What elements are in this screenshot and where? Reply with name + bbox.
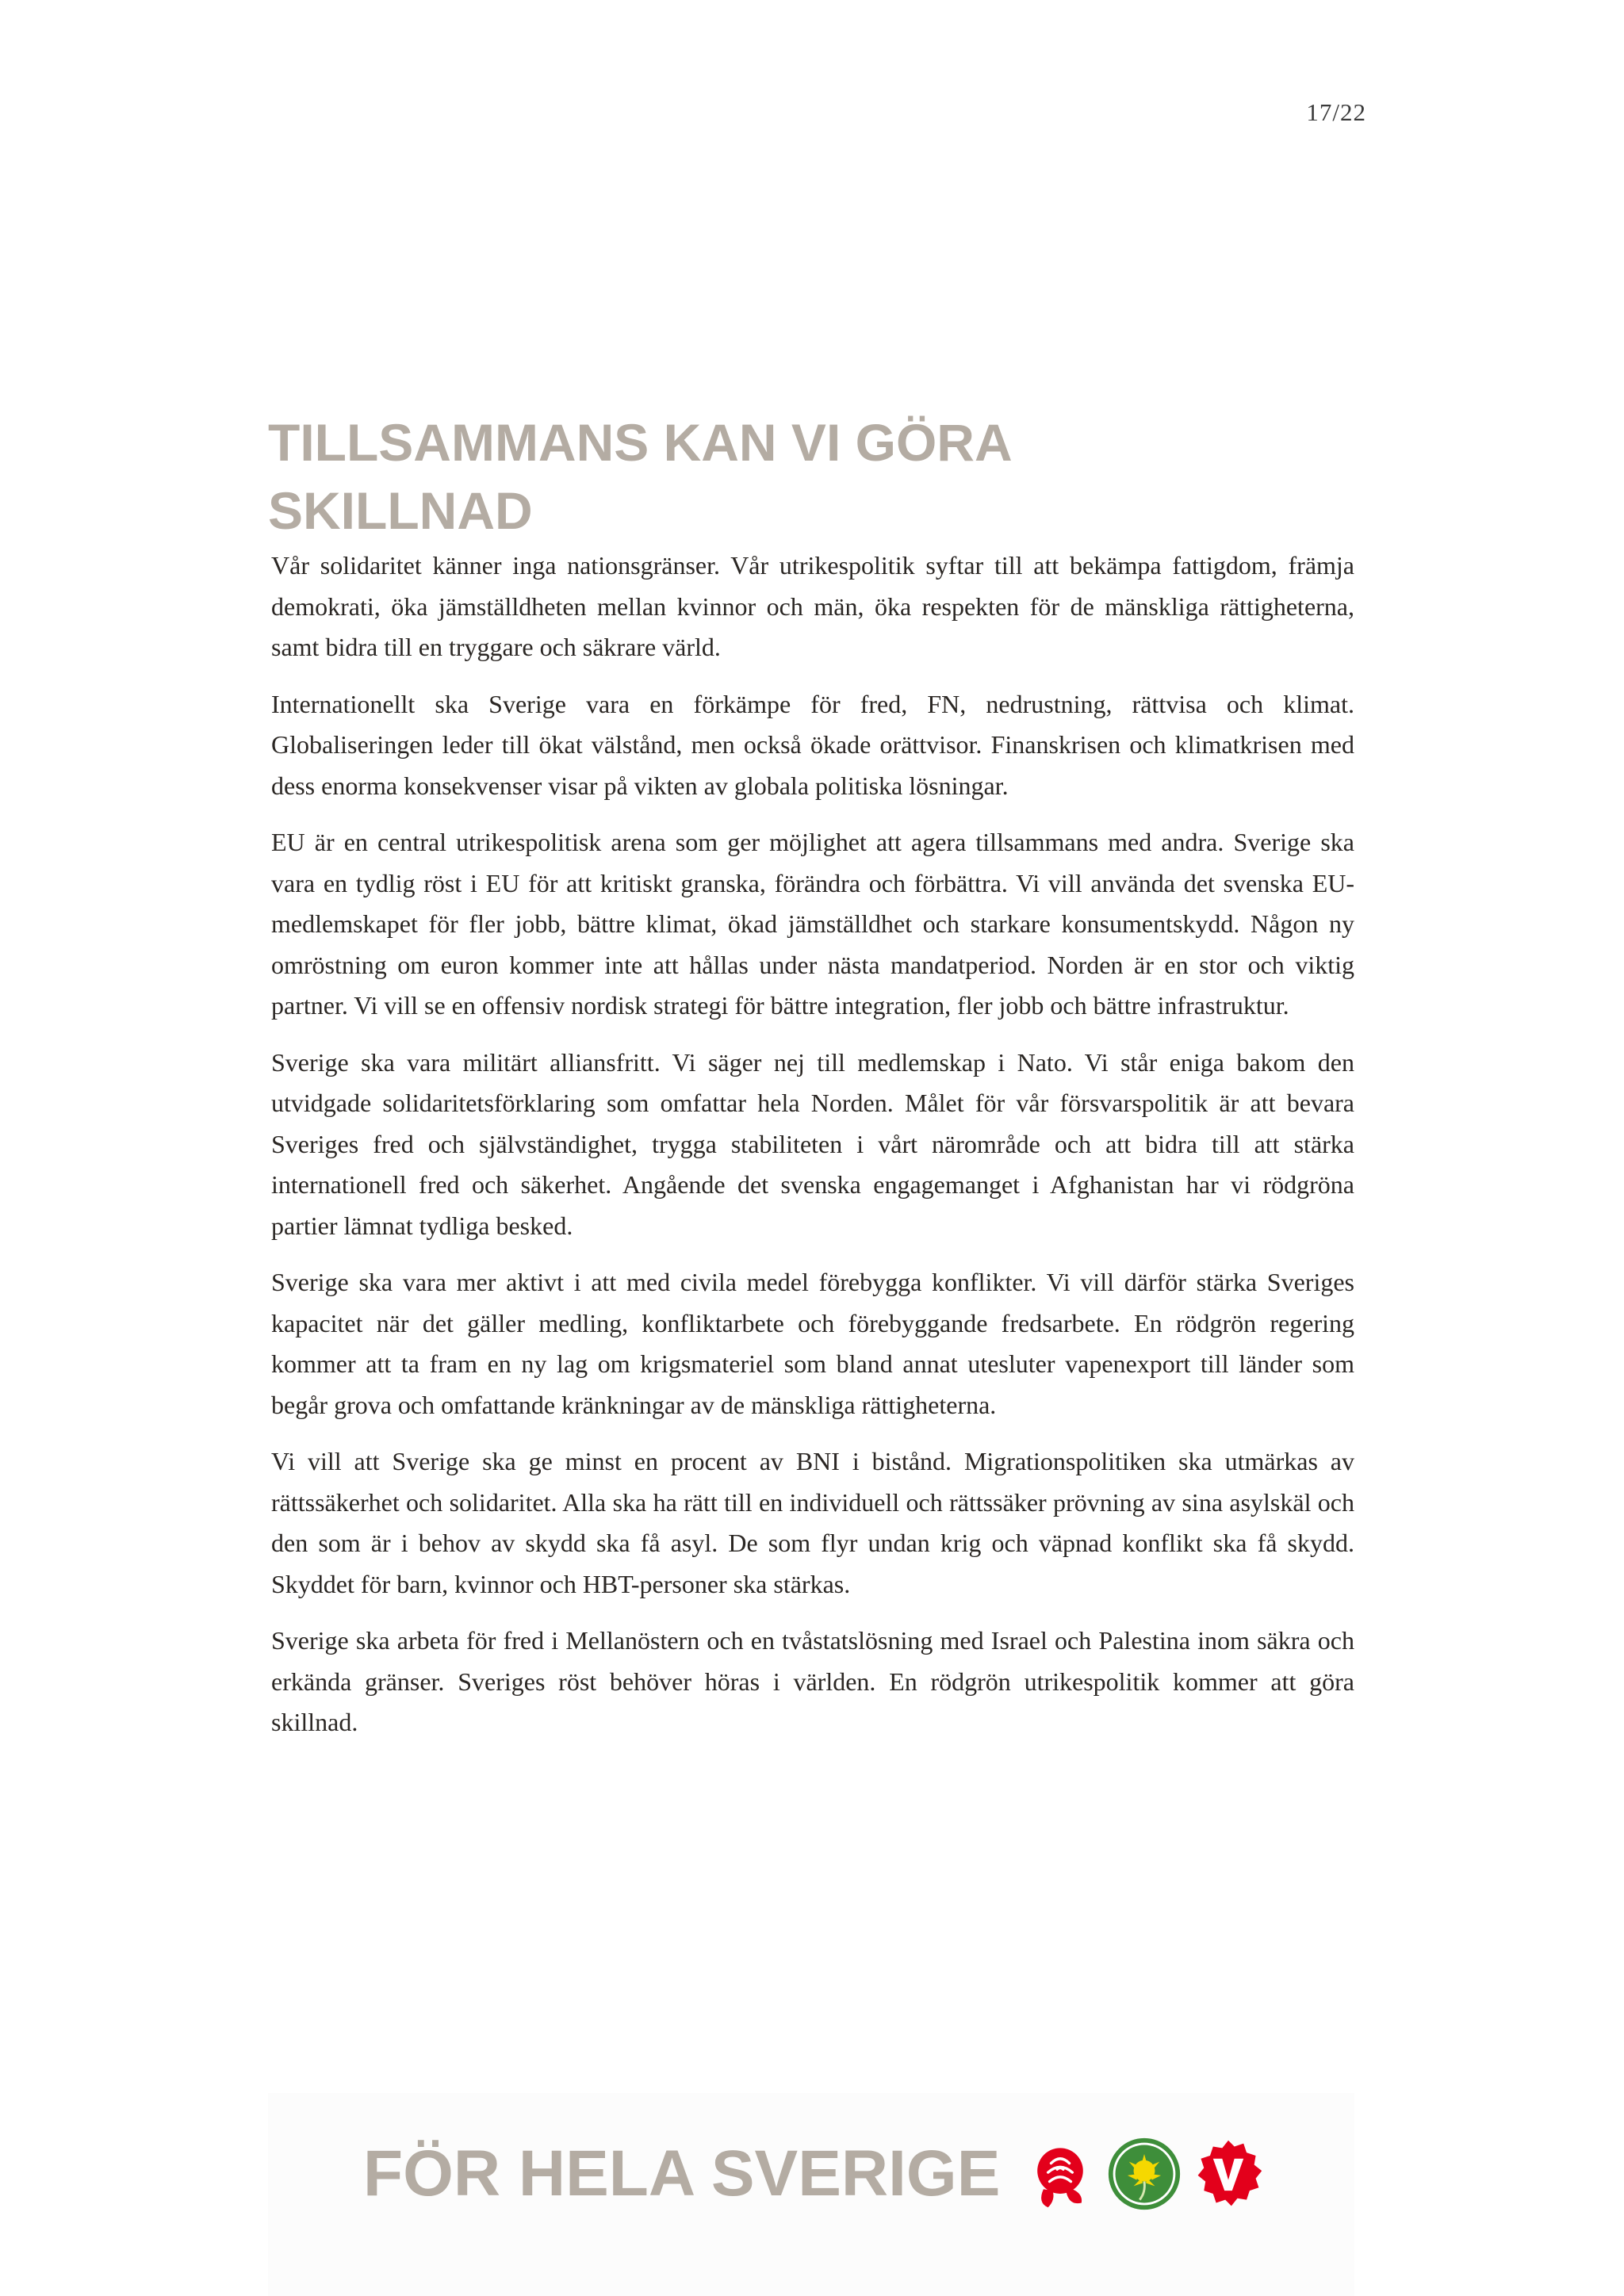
paragraph: EU är en central utrikespolitisk arena som ger möjlighet att agera tillsammans med andra. Sverige ska vara en tydlig röst i EU för att kritiskt granska, förändra och förbättra. Vi vill använda det svenska EU-medlemskapet för fler jobb, bättre klimat, ökad jämställdhet och starkare konsumentskydd. Någon ny omröstning om euron kommer inte att hållas under nästa mandatperiod. Norden är en stor och viktig partner. Vi vill se en offensiv nordisk strategi för bättre integration, fler jobb och bättre infrastruktur. <box>271 828 1354 1020</box>
paragraph: Sverige ska vara mer aktivt i att med civila medel förebygga konflikter. Vi vill därför stärka Sveriges kapacitet när det gäller medling, konfliktarbete och förebyggande fredsarbete. En rödgrön regering kommer att ta fram en ny lag om krigsmateriel som bland annat utesluter vapenexport till länder som begår grova och omfattande kränkningar av de mänskliga rättigheterna. <box>271 1268 1354 1419</box>
page-title-line-1: TILLSAMMANS KAN VI GÖRA <box>268 413 1013 472</box>
page-title <box>268 408 1378 545</box>
v-logo-icon <box>1190 2136 1266 2212</box>
page-title-line-2: SKILLNAD <box>268 481 533 540</box>
page-number: 17/22 <box>1306 98 1366 126</box>
rose-logo-icon <box>1022 2136 1098 2212</box>
footer-slogan: FÖR HELA SVERIGE <box>363 2137 1001 2210</box>
paragraph: Sverige ska vara militärt alliansfritt. Vi säger nej till medlemskap i Nato. Vi står eniga bakom den utvidgade solidaritetsförklaring som omfattar hela Norden. Målet för vår försvarspolitik är att bevara Sveriges fred och självständighet, trygga stabiliteten i vårt närområde och att bidra till att stärka internationell fred och säkerhet. Angående det svenska engagemanget i Afghanistan har vi rödgröna partier lämnat tydliga besked. <box>271 1047 1354 1240</box>
paragraph: Sverige ska arbeta för fred i Mellanöstern och en tvåstatslösning med Israel och Palestina inom säkra och erkända gränser. Sveriges röst behöver höras i världen. En rödgrön utrikespolitik kommer att göra skillnad. <box>271 1626 1354 1736</box>
paragraph: Internationellt ska Sverige vara en förkämpe för fred, FN, nedrustning, rättvisa och klimat. Globaliseringen leder till ökat välstånd, men också ökade orättvisor. Finanskrisen och klimatkrisen med dess enorma konsekvenser visar på vikten av globala politiska lösningar. <box>271 689 1354 800</box>
body-text <box>271 545 1354 1759</box>
dandelion-logo-icon <box>1106 2136 1182 2212</box>
footer <box>363 2126 1274 2221</box>
paragraph: Vår solidaritet känner inga nationsgränser. Vår utrikespolitik syftar till att bekämpa fattigdom, främja demokrati, öka jämställdheten mellan kvinnor och män, öka respekten för de mänskliga rättigheterna, samt bidra till en tryggare och säkrare värld. <box>271 551 1354 661</box>
paragraph: Vi vill att Sverige ska ge minst en procent av BNI i bistånd. Migrationspolitiken ska utmärkas av rättssäkerhet och solidaritet. Alla ska ha rätt till en individuell och rättssäker prövning av sina asylskäl och den som är i behov av skydd ska få asyl. De som flyr undan krig och väpnad konflikt ska få skydd. Skyddet för barn, kvinnor och HBT-personer ska stärkas. <box>271 1447 1354 1598</box>
